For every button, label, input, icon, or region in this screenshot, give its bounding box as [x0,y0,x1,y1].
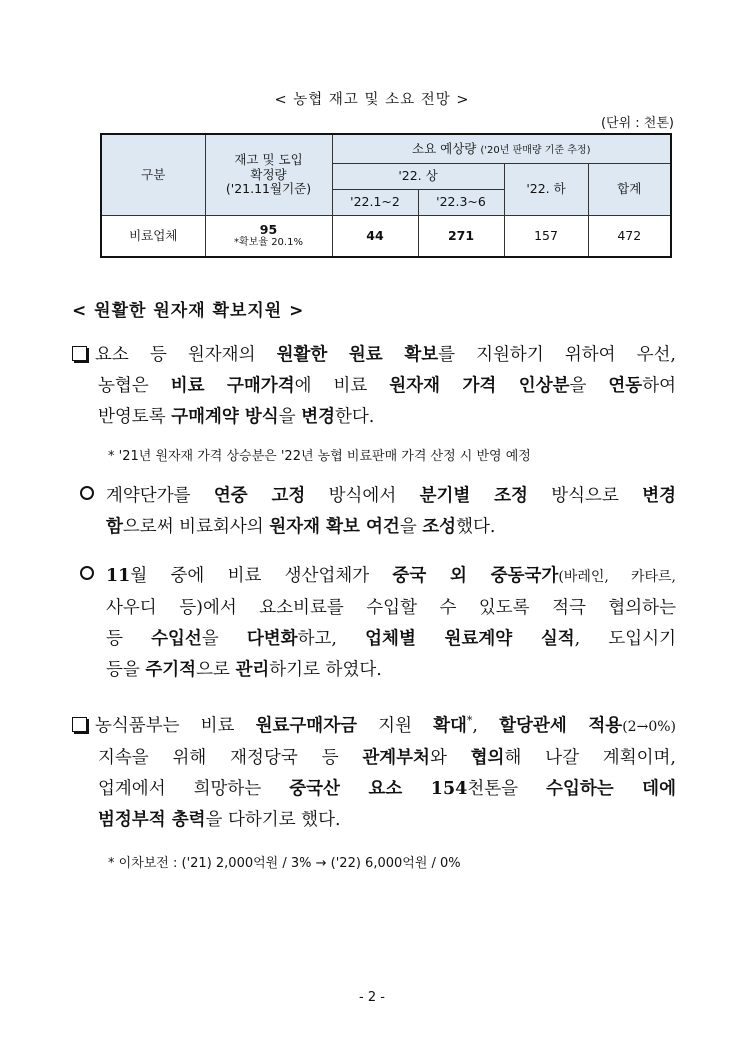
unit-label: (단위 : 천톤) [600,116,674,131]
header-22-second-half: '22. 하 [504,163,588,215]
header-q2: '22.3~6 [418,189,504,215]
circle-bullet-icon [80,486,94,500]
checkbox-bullet-icon [72,717,87,732]
header-demand [332,134,671,163]
row-total: 472 [588,215,671,257]
header-stock-line1: 재고 및 도입 [234,152,303,168]
circle-bullet-icon [80,566,94,580]
header-demand-label: 소요 예상량 [412,140,477,156]
row-second-half: 157 [504,215,588,257]
header-22-first-half: '22. 상 [332,163,504,189]
header-stock-line2: 확정량 [250,166,287,182]
table-title: < 농협 재고 및 소요 전망 > [274,92,470,108]
header-total: 합계 [588,163,671,215]
paragraph-2: 계약단가를 연중 고정 방식에서 분기별 조정 방식으로 변경 함으로써 비료회사의 원자재 확보 여건을 조성했다. [72,481,676,543]
stock-table [100,133,672,258]
row-label: 비료업체 [101,215,205,257]
section-title: < 원활한 원자재 확보지원 > [72,301,305,321]
header-demand-note: ('20년 판매량 기준 추정) [480,144,591,156]
header-stock-line3: ('21.11월기준) [225,180,312,196]
header-q1: '22.1~2 [332,189,418,215]
row-q1: 44 [332,215,418,257]
row-stock: 95 [259,221,278,237]
note-2: * 이차보전 : ('21) 2,000억원 / 3% → ('22) 6,000억원 / 0% [108,856,461,871]
row-stock-cell [205,215,332,257]
note-1: * '21년 원자재 가격 상승분은 '22년 농협 비료판매 가격 산정 시 반영 예정 [108,449,531,464]
row-stock-note: *확보율 20.1% [234,237,303,249]
header-stock [205,134,332,215]
paragraph-4: 농식품부는 비료 원료구매자금 지원 확대*, 할당관세 적용(2→0%) 지속을 위해 재정당국 등 관계부처와 협의해 나갈 계획이며, 업계에서 희망하는 중국산 요소 154천톤을 수입하는 데에 범정부적 총력을 다하기로 했다. [72,705,676,836]
row-q2: 271 [418,215,504,257]
page-number: - 2 - [359,990,385,1005]
paragraph-3: 11월 중에 비료 생산업체가 중국 외 중동국가(바레인, 카타르, 사우디 등)에서 요소비료를 수입할 수 있도록 적극 협의하는 등 수입선을 다변화하고, 업체별 원료계약 실적, 도입시기 등을 주기적으로 관리하기로 하였다. [72,561,676,686]
header-gubun: 구분 [101,134,205,215]
paragraph-1: 요소 등 원자재의 원활한 원료 확보를 지원하기 위하여 우선, 농협은 비료 구매가격에 비료 원자재 가격 인상분을 연동하여 반영토록 구매계약 방식을 변경한다. [72,340,676,433]
checkbox-bullet-icon [72,346,87,361]
